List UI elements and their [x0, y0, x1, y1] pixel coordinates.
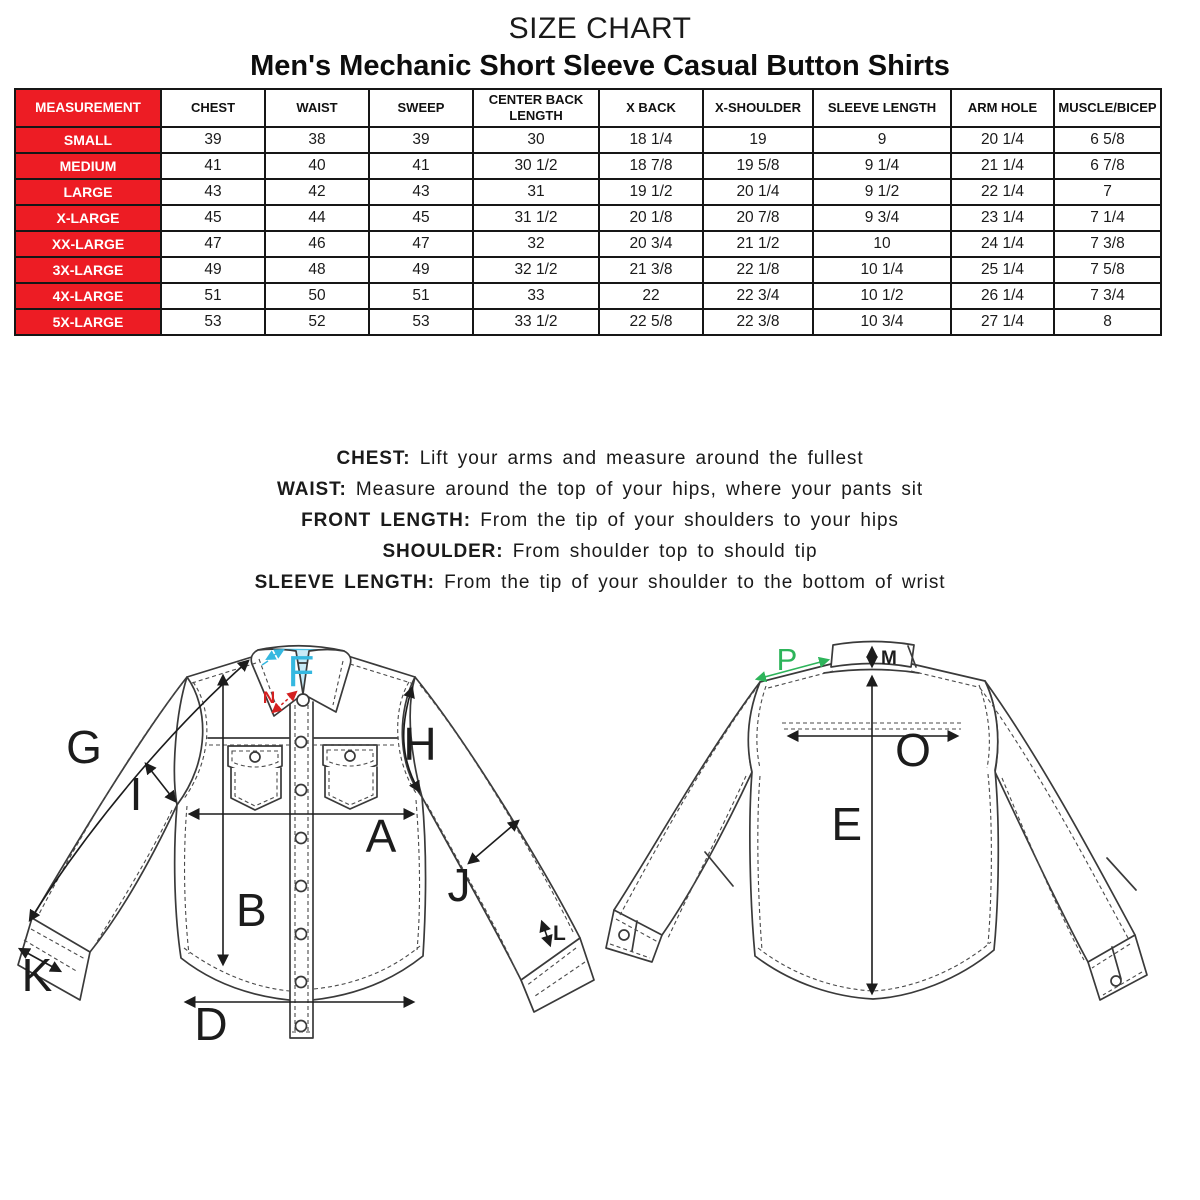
cell: 41 — [161, 153, 265, 179]
cell: 52 — [265, 309, 369, 335]
cell: 20 7/8 — [703, 205, 813, 231]
cell: 22 — [599, 283, 703, 309]
cell: 40 — [265, 153, 369, 179]
instruction-front-length — [0, 505, 1200, 536]
cell: 50 — [265, 283, 369, 309]
size-label: 3X-LARGE — [15, 257, 161, 283]
size-label: 4X-LARGE — [15, 283, 161, 309]
cell: 39 — [161, 127, 265, 153]
instruction-label: CHEST: — [336, 448, 411, 469]
back-shirt-diagram — [600, 620, 1200, 1080]
col-header-x-shoulder: X-SHOULDER — [703, 89, 813, 127]
size-table — [14, 88, 1162, 336]
label-P: P — [776, 642, 798, 677]
instruction-label: SHOULDER: — [382, 541, 504, 562]
size-label: X-LARGE — [15, 205, 161, 231]
cell: 33 1/2 — [473, 309, 599, 335]
cell: 22 3/8 — [703, 309, 813, 335]
cell: 19 1/2 — [599, 179, 703, 205]
cell: 21 1/2 — [703, 231, 813, 257]
table-row-4x-large — [15, 283, 1161, 309]
back-shirt-outline — [606, 642, 1147, 1001]
instruction-label: SLEEVE LENGTH: — [254, 572, 435, 593]
cell: 7 3/4 — [1054, 283, 1161, 309]
cell: 9 — [813, 127, 951, 153]
cell: 20 1/8 — [599, 205, 703, 231]
page-subtitle: Men's Mechanic Short Sleeve Casual Button Shirts — [250, 50, 950, 82]
cell: 47 — [369, 231, 473, 257]
label-E: E — [831, 798, 862, 850]
cell: 10 — [813, 231, 951, 257]
instruction-shoulder — [0, 536, 1200, 567]
cell: 45 — [161, 205, 265, 231]
size-label: MEDIUM — [15, 153, 161, 179]
cell: 7 3/8 — [1054, 231, 1161, 257]
col-header-x-back: X BACK — [599, 89, 703, 127]
cell: 26 1/4 — [951, 283, 1054, 309]
instruction-text: Measure around the top of your hips, where your pants sit — [355, 479, 924, 500]
label-O: O — [895, 724, 931, 776]
cell: 20 1/4 — [703, 179, 813, 205]
table-row-5x-large — [15, 309, 1161, 335]
cell: 21 3/8 — [599, 257, 703, 283]
instruction-label: WAIST: — [276, 479, 347, 500]
cell: 53 — [369, 309, 473, 335]
cell: 46 — [265, 231, 369, 257]
cell: 42 — [265, 179, 369, 205]
cell: 33 — [473, 283, 599, 309]
cell: 18 7/8 — [599, 153, 703, 179]
cell: 18 1/4 — [599, 127, 703, 153]
label-A: A — [365, 810, 397, 862]
cell: 7 1/4 — [1054, 205, 1161, 231]
cell: 27 1/4 — [951, 309, 1054, 335]
cell: 44 — [265, 205, 369, 231]
table-row-x-large — [15, 205, 1161, 231]
cell: 30 1/2 — [473, 153, 599, 179]
cell: 45 — [369, 205, 473, 231]
cell: 20 3/4 — [599, 231, 703, 257]
cell: 23 1/4 — [951, 205, 1054, 231]
cell: 51 — [161, 283, 265, 309]
label-K: K — [21, 949, 53, 1001]
cell: 9 3/4 — [813, 205, 951, 231]
cell: 7 5/8 — [1054, 257, 1161, 283]
cell: 38 — [265, 127, 369, 153]
cell: 47 — [161, 231, 265, 257]
cell: 10 3/4 — [813, 309, 951, 335]
col-header-sleeve-length: SLEEVE LENGTH — [813, 89, 951, 127]
cell: 48 — [265, 257, 369, 283]
cell: 21 1/4 — [951, 153, 1054, 179]
cell: 20 1/4 — [951, 127, 1054, 153]
col-header-center-back-length: CENTER BACK LENGTH — [473, 89, 599, 127]
col-header-muscle-bicep: MUSCLE/BICEP — [1054, 89, 1161, 127]
cell: 6 5/8 — [1054, 127, 1161, 153]
cell: 10 1/2 — [813, 283, 951, 309]
shirt-diagrams — [0, 620, 1200, 1090]
table-row-medium — [15, 153, 1161, 179]
cell: 51 — [369, 283, 473, 309]
cell: 19 5/8 — [703, 153, 813, 179]
page-title: SIZE CHART — [508, 12, 692, 45]
cell: 9 1/4 — [813, 153, 951, 179]
col-header-sweep: SWEEP — [369, 89, 473, 127]
cell: 41 — [369, 153, 473, 179]
cell: 49 — [369, 257, 473, 283]
cell: 32 1/2 — [473, 257, 599, 283]
front-shirt-diagram — [0, 620, 600, 1080]
cell: 22 1/4 — [951, 179, 1054, 205]
instruction-sleeve-length — [0, 567, 1200, 598]
size-label: SMALL — [15, 127, 161, 153]
instruction-label: FRONT LENGTH: — [301, 510, 472, 531]
table-row-xx-large — [15, 231, 1161, 257]
front-shirt-outline — [18, 646, 594, 1038]
label-H: H — [403, 718, 437, 770]
table-row-large — [15, 179, 1161, 205]
size-label: 5X-LARGE — [15, 309, 161, 335]
cell: 43 — [369, 179, 473, 205]
cell: 10 1/4 — [813, 257, 951, 283]
col-header-chest: CHEST — [161, 89, 265, 127]
cell: 49 — [161, 257, 265, 283]
header-row — [15, 89, 1161, 127]
cell: 22 3/4 — [703, 283, 813, 309]
cell: 22 5/8 — [599, 309, 703, 335]
table-row-small — [15, 127, 1161, 153]
size-label: XX-LARGE — [15, 231, 161, 257]
cell: 53 — [161, 309, 265, 335]
label-M: M — [881, 648, 897, 669]
measurement-instructions — [0, 443, 1200, 598]
col-header-measurement: MEASUREMENT — [15, 89, 161, 127]
cell: 30 — [473, 127, 599, 153]
cell: 39 — [369, 127, 473, 153]
label-F: F — [287, 647, 315, 696]
cell: 43 — [161, 179, 265, 205]
cell: 31 1/2 — [473, 205, 599, 231]
cell: 6 7/8 — [1054, 153, 1161, 179]
instruction-text: From the tip of your shoulders to your hips — [480, 510, 899, 531]
cell: 31 — [473, 179, 599, 205]
label-D: D — [194, 998, 228, 1050]
col-header-arm-hole: ARM HOLE — [951, 89, 1054, 127]
cell: 32 — [473, 231, 599, 257]
cell: 7 — [1054, 179, 1161, 205]
label-L: L — [553, 922, 566, 945]
cell: 19 — [703, 127, 813, 153]
cell: 8 — [1054, 309, 1161, 335]
cell: 22 1/8 — [703, 257, 813, 283]
label-G: G — [66, 721, 102, 773]
instruction-text: Lift your arms and measure around the fullest — [419, 448, 864, 469]
instruction-waist — [0, 474, 1200, 505]
label-B: B — [236, 884, 267, 936]
table-row-3x-large — [15, 257, 1161, 283]
size-label: LARGE — [15, 179, 161, 205]
cell: 25 1/4 — [951, 257, 1054, 283]
label-I: I — [129, 768, 143, 820]
instruction-chest — [0, 443, 1200, 474]
instruction-text: From the tip of your shoulder to the bottom of wrist — [444, 572, 946, 593]
cell: 24 1/4 — [951, 231, 1054, 257]
label-J: J — [447, 859, 471, 911]
col-header-waist: WAIST — [265, 89, 369, 127]
label-N: N — [262, 688, 276, 707]
instruction-text: From shoulder top to should tip — [512, 541, 818, 562]
cell: 9 1/2 — [813, 179, 951, 205]
